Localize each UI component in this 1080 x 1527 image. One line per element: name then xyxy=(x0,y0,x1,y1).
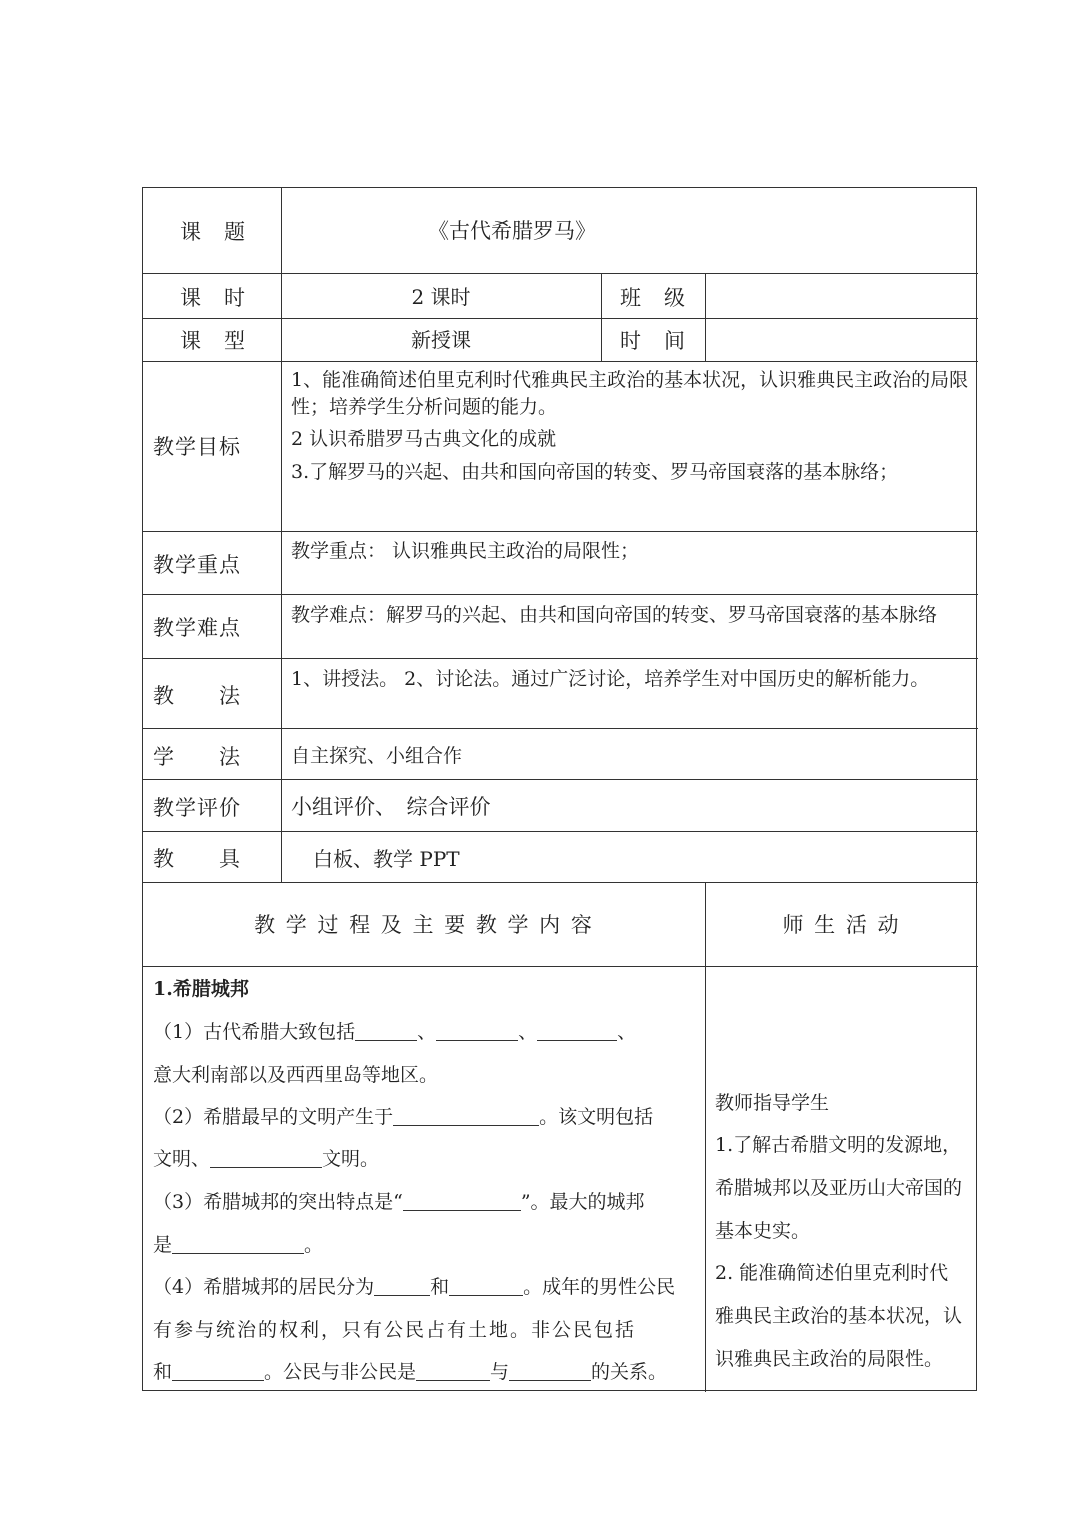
evaluation-value: 小组评价、 综合评价 xyxy=(291,795,491,819)
answer-blank[interactable] xyxy=(210,1147,322,1168)
q3-text: 。 xyxy=(304,1234,324,1256)
question-4-line-1 xyxy=(153,1272,675,1299)
answer-blank[interactable] xyxy=(172,1360,264,1381)
row-divider xyxy=(143,273,978,274)
key-points-value: 教学重点： 认识雅典民主政治的局限性； xyxy=(291,540,640,562)
objectives-label: 教学目标 xyxy=(153,435,241,459)
answer-blank[interactable] xyxy=(172,1233,304,1254)
row-divider xyxy=(143,361,978,362)
answer-blank[interactable] xyxy=(416,1360,490,1381)
question-2-line-2 xyxy=(153,1144,379,1171)
question-3-line-2 xyxy=(153,1230,323,1257)
q4-text: （4）希腊城邦的居民分为 xyxy=(153,1276,375,1298)
q1-text: （1）古代希腊大致包括 xyxy=(153,1021,356,1043)
teaching-method-value: 1、讲授法。 2、讨论法。通过广泛讨论，培养学生对中国历史的解析能力。 xyxy=(291,668,930,690)
q4-text: 的关系。 xyxy=(591,1361,668,1383)
question-1-line-1 xyxy=(153,1017,636,1044)
topic-label: 课 题 xyxy=(180,220,246,244)
type-label: 课 型 xyxy=(180,329,246,353)
question-1-line-2: 意大利南部以及西西里岛等地区。 xyxy=(153,1064,439,1086)
key-points-label: 教学重点 xyxy=(153,553,241,577)
q3-text: ”。最大的城邦 xyxy=(520,1191,645,1213)
answer-blank[interactable] xyxy=(537,1020,617,1041)
teaching-method-label: 教 法 xyxy=(153,684,241,708)
row-divider xyxy=(143,594,978,595)
q2-text: 文明。 xyxy=(322,1148,380,1170)
answer-blank[interactable] xyxy=(436,1020,518,1041)
tools-label: 教 具 xyxy=(153,847,241,871)
answer-blank[interactable] xyxy=(355,1020,417,1041)
lesson-plan-table xyxy=(142,187,977,1391)
q4-text: 和 xyxy=(430,1276,450,1298)
objective-item: 1、能准确简述伯里克利时代雅典民主政治的基本状况，认识雅典民主政治的局限 xyxy=(291,369,969,391)
row-divider xyxy=(143,831,978,832)
row-divider xyxy=(143,728,978,729)
q3-text: 是 xyxy=(153,1234,173,1256)
activity-line: 1.了解古希腊文明的发源地， xyxy=(715,1134,962,1156)
difficulties-value: 教学难点：解罗马的兴起、由共和国向帝国的转变、罗马帝国衰落的基本脉络 xyxy=(291,604,938,626)
q4-text: 。公民与非公民是 xyxy=(264,1361,417,1383)
answer-blank[interactable] xyxy=(509,1360,591,1381)
column-divider xyxy=(705,882,706,1392)
row-divider xyxy=(143,531,978,532)
q3-text: （3）希腊城邦的突出特点是“ xyxy=(153,1191,403,1213)
section-title: 1.希腊城邦 xyxy=(153,978,249,1000)
separator: 、 xyxy=(518,1021,538,1043)
answer-blank[interactable] xyxy=(403,1190,521,1211)
question-3-line-1 xyxy=(153,1187,645,1214)
objective-item: 2 认识希腊罗马古典文化的成就 xyxy=(291,428,557,450)
q2-text: （2）希腊最早的文明产生于 xyxy=(153,1106,394,1128)
learning-method-label: 学 法 xyxy=(153,745,241,769)
objective-item: 3.了解罗马的兴起、由共和国向帝国的转变、罗马帝国衰落的基本脉络； xyxy=(291,461,899,483)
topic-value: 《古代希腊罗马》 xyxy=(428,219,596,243)
time-label: 时 间 xyxy=(620,329,686,353)
activity-line: 基本史实。 xyxy=(715,1220,811,1242)
activity-line: 希腊城邦以及亚历山大帝国的 xyxy=(715,1177,963,1199)
answer-blank[interactable] xyxy=(393,1105,539,1126)
activity-intro: 教师指导学生 xyxy=(715,1092,830,1114)
answer-blank[interactable] xyxy=(374,1275,430,1296)
objective-item: 性；培养学生分析问题的能力。 xyxy=(291,396,558,418)
question-4-line-3 xyxy=(153,1357,667,1384)
row-divider xyxy=(143,882,978,883)
q4-text: 和 xyxy=(153,1361,173,1383)
evaluation-label: 教学评价 xyxy=(153,796,241,820)
activity-line: 识雅典民主政治的局限性。 xyxy=(715,1348,944,1370)
type-value: 新授课 xyxy=(411,328,471,352)
activity-line: 雅典民主政治的基本状况，认 xyxy=(715,1305,963,1327)
column-divider xyxy=(705,273,706,361)
q4-text: 。成年的男性公民 xyxy=(523,1276,676,1298)
q2-text: 。该文明包括 xyxy=(539,1106,654,1128)
hours-label: 课 时 xyxy=(180,286,246,310)
difficulties-label: 教学难点 xyxy=(153,616,241,640)
tools-value: 白板、教学 PPT xyxy=(313,847,460,871)
row-divider xyxy=(143,966,978,967)
hours-value: 2 课时 xyxy=(411,285,471,309)
learning-method-value: 自主探究、小组合作 xyxy=(291,745,463,767)
activity-line: 2. 能准确简述伯里克利时代 xyxy=(715,1262,949,1284)
question-2-line-1 xyxy=(153,1102,653,1129)
column-divider xyxy=(601,273,602,361)
answer-blank[interactable] xyxy=(449,1275,523,1296)
q4-text: 与 xyxy=(490,1361,510,1383)
process-header: 教 学 过 程 及 主 要 教 学 内 容 xyxy=(254,913,594,937)
row-divider xyxy=(143,658,978,659)
separator: 、 xyxy=(617,1021,637,1043)
activity-header: 师 生 活 动 xyxy=(782,913,901,937)
class-label: 班 级 xyxy=(620,286,686,310)
separator: 、 xyxy=(417,1021,437,1043)
row-divider xyxy=(143,779,978,780)
row-divider xyxy=(143,318,978,319)
question-4-line-2: 有参与统治的权利，只有公民占有土地。非公民包括 xyxy=(153,1319,637,1341)
q2-text: 文明、 xyxy=(153,1148,211,1170)
